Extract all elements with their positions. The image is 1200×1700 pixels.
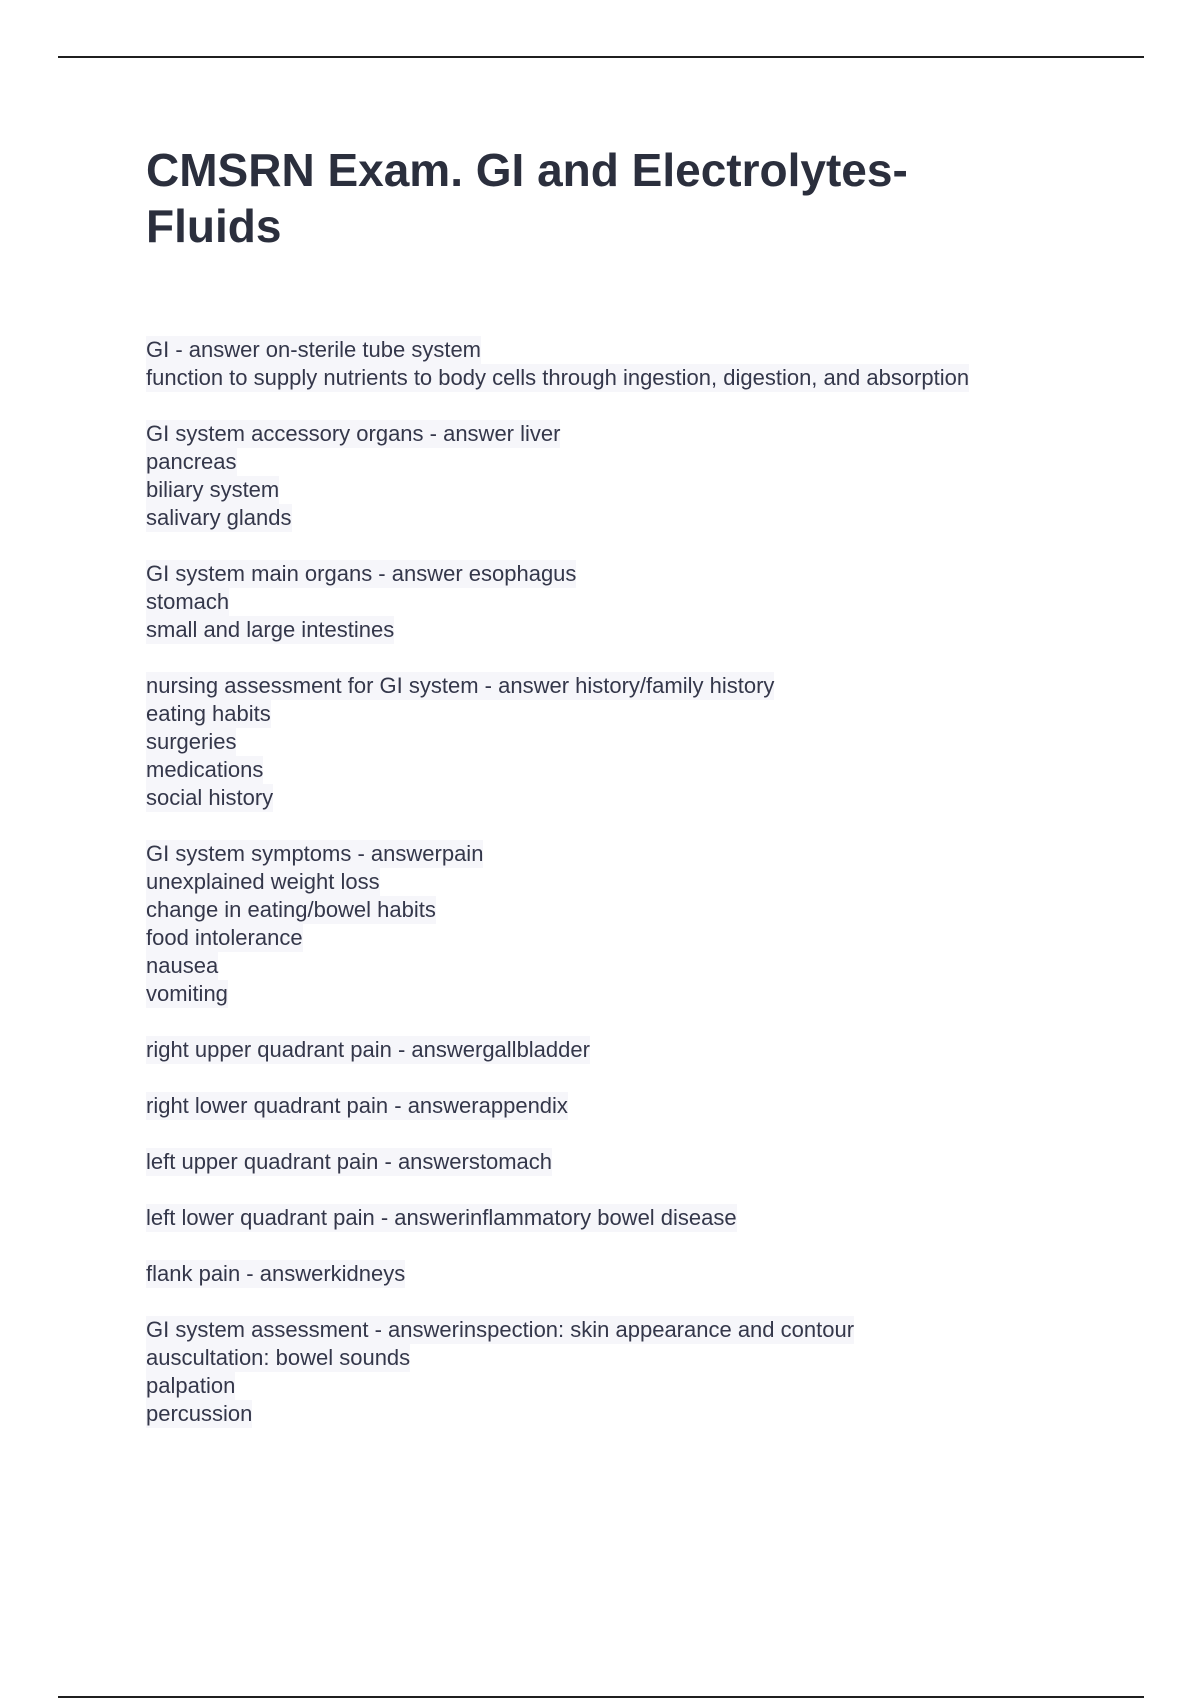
- flashcard-entry: [146, 840, 1106, 1008]
- flashcard-entry: [146, 1092, 1106, 1120]
- flashcard-entry: [146, 1148, 1106, 1176]
- flashcard-question-line: GI system assessment - answerinspection: skin appearance and contour: [146, 1317, 855, 1342]
- flashcard-question-line: GI system accessory organs - answer liver: [146, 421, 561, 446]
- flashcard-answer-line: palpation: [146, 1373, 236, 1398]
- flashcard-entry: [146, 1036, 1106, 1064]
- flashcard-answer-line: biliary system: [146, 477, 280, 502]
- flashcard-answer-line: surgeries: [146, 729, 237, 754]
- flashcard-answer-line: function to supply nutrients to body cells through ingestion, digestion, and absorption: [146, 365, 970, 390]
- top-divider: [58, 56, 1144, 58]
- flashcard-answer-line: social history: [146, 785, 274, 810]
- flashcard-entry: [146, 1204, 1106, 1232]
- flashcard-answer-line: nausea: [146, 953, 219, 978]
- flashcard-answer-line: eating habits: [146, 701, 271, 726]
- flashcard-entry: [146, 1260, 1106, 1288]
- flashcard-question-line: right upper quadrant pain - answergallbladder: [146, 1037, 590, 1062]
- flashcard-question-line: GI system symptoms - answerpain: [146, 841, 484, 866]
- flashcard-question-line: GI system main organs - answer esophagus: [146, 561, 577, 586]
- bottom-divider: [58, 1696, 1144, 1698]
- page-title: CMSRN Exam. GI and Electrolytes-Fluids: [146, 144, 908, 252]
- flashcard-answer-line: pancreas: [146, 449, 237, 474]
- flashcard-question-line: GI - answer on-sterile tube system: [146, 337, 482, 362]
- flashcard-entry: [146, 420, 1106, 532]
- flashcard-question-line: left lower quadrant pain - answerinflammatory bowel disease: [146, 1205, 737, 1230]
- document-body: [146, 142, 1106, 1456]
- flashcard-question-line: nursing assessment for GI system - answer history/family history: [146, 673, 775, 698]
- flashcard-answer-line: change in eating/bowel habits: [146, 897, 436, 922]
- flashcard-question-line: left upper quadrant pain - answerstomach: [146, 1149, 553, 1174]
- flashcard-answer-line: percussion: [146, 1401, 253, 1426]
- flashcard-question-line: right lower quadrant pain - answerappendix: [146, 1093, 568, 1118]
- flashcard-entry: [146, 560, 1106, 644]
- flashcard-answer-line: unexplained weight loss: [146, 869, 380, 894]
- flashcard-answer-line: food intolerance: [146, 925, 303, 950]
- flashcard-answer-line: auscultation: bowel sounds: [146, 1345, 411, 1370]
- flashcard-answer-line: small and large intestines: [146, 617, 395, 642]
- flashcard-entry: [146, 336, 1106, 392]
- flashcard-answer-line: medications: [146, 757, 264, 782]
- flashcard-entry: [146, 1316, 1106, 1428]
- flashcard-answer-line: salivary glands: [146, 505, 292, 530]
- flashcard-answer-line: vomiting: [146, 981, 228, 1006]
- flashcard-entry: [146, 672, 1106, 812]
- flashcard-answer-line: stomach: [146, 589, 230, 614]
- flashcard-list: [146, 336, 1106, 1428]
- flashcard-question-line: flank pain - answerkidneys: [146, 1261, 406, 1286]
